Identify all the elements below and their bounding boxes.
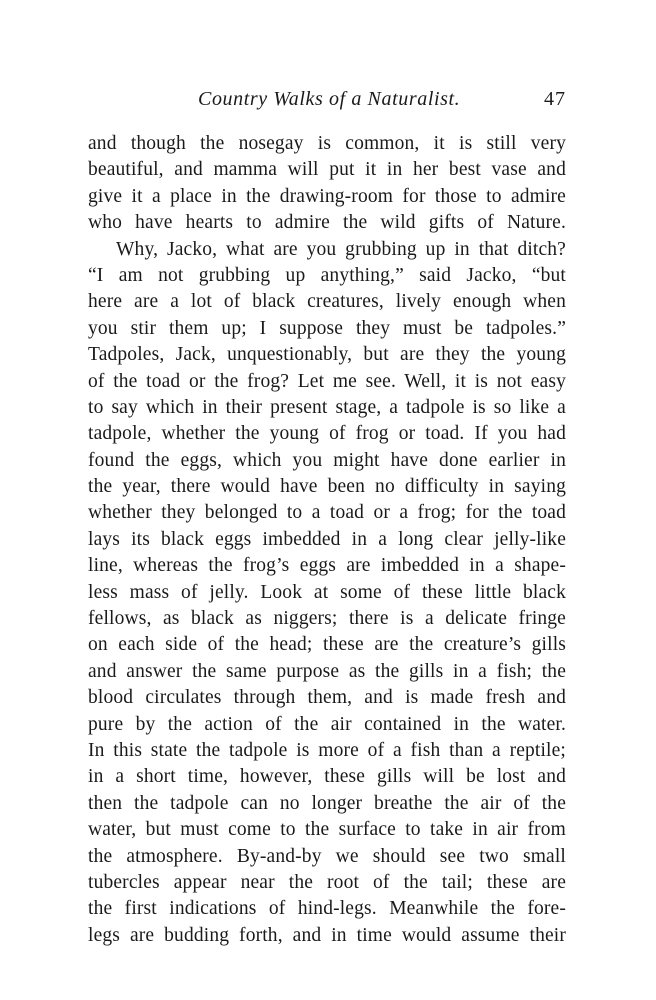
- running-title: Country Walks of a Naturalist.: [198, 88, 461, 110]
- text-line: give it a place in the drawing-room for those to admire: [88, 185, 566, 207]
- text-line: found the eggs, which you might have done earlier in: [88, 449, 566, 471]
- text-line: who have hearts to admire the wild gifts of Nature.: [88, 212, 566, 234]
- text-line: and answer the same purpose as the gills in a fish; the: [88, 660, 566, 682]
- text-line: then the tadpole can no longer breathe the air of the: [88, 792, 566, 814]
- text-line: In this state the tadpole is more of a fish than a reptile;: [88, 739, 566, 761]
- running-head: [88, 88, 566, 120]
- text-line: the atmosphere. By-and-by we should see two small: [88, 845, 566, 867]
- text-line: beautiful, and mamma will put it in her best vase and: [88, 159, 566, 181]
- text-line: here are a lot of black creatures, lively enough when: [88, 291, 566, 313]
- text-line: lays its black eggs imbedded in a long clear jelly-like: [88, 528, 566, 550]
- text-line: legs are budding forth, and in time would assume their: [88, 924, 566, 946]
- text-line: on each side of the head; these are the creature’s gills: [88, 634, 566, 656]
- text-line: tadpole, whether the young of frog or toad. If you had: [88, 423, 566, 445]
- text-line: “I am not grubbing up anything,” said Jacko, “but: [88, 264, 566, 286]
- text-line: you stir them up; I suppose they must be tadpoles.”: [88, 317, 566, 339]
- text-line: Why, Jacko, what are you grubbing up in that ditch?: [116, 238, 566, 260]
- text-line: in a short time, however, these gills will be lost and: [88, 766, 566, 788]
- text-line: less mass of jelly. Look at some of these little black: [88, 581, 566, 603]
- text-line: and though the nosegay is common, it is still very: [88, 133, 566, 154]
- text-line: pure by the action of the air contained in the water.: [88, 713, 566, 735]
- text-line: blood circulates through them, and is made fresh and: [88, 687, 566, 709]
- text-line: whether they belonged to a toad or a frog; for the toad: [88, 502, 566, 524]
- text-line: Tadpoles, Jack, unquestionably, but are they the young: [88, 344, 566, 366]
- page-number: 47: [544, 88, 566, 110]
- text-line: water, but must come to the surface to take in air from: [88, 819, 566, 841]
- text-line: line, whereas the frog’s eggs are imbedded in a shape-: [88, 555, 566, 577]
- text-line: the year, there would have been no difficulty in saying: [88, 476, 566, 498]
- body-text: [88, 131, 566, 949]
- text-line: the first indications of hind-legs. Meanwhile the fore-: [88, 898, 566, 920]
- text-line: fellows, as black as niggers; there is a delicate fringe: [88, 608, 566, 630]
- text-line: of the toad or the frog? Let me see. Well, it is not easy: [88, 370, 566, 392]
- text-line: tubercles appear near the root of the tail; these are: [88, 871, 566, 893]
- text-line: to say which in their present stage, a tadpole is so like a: [88, 396, 566, 418]
